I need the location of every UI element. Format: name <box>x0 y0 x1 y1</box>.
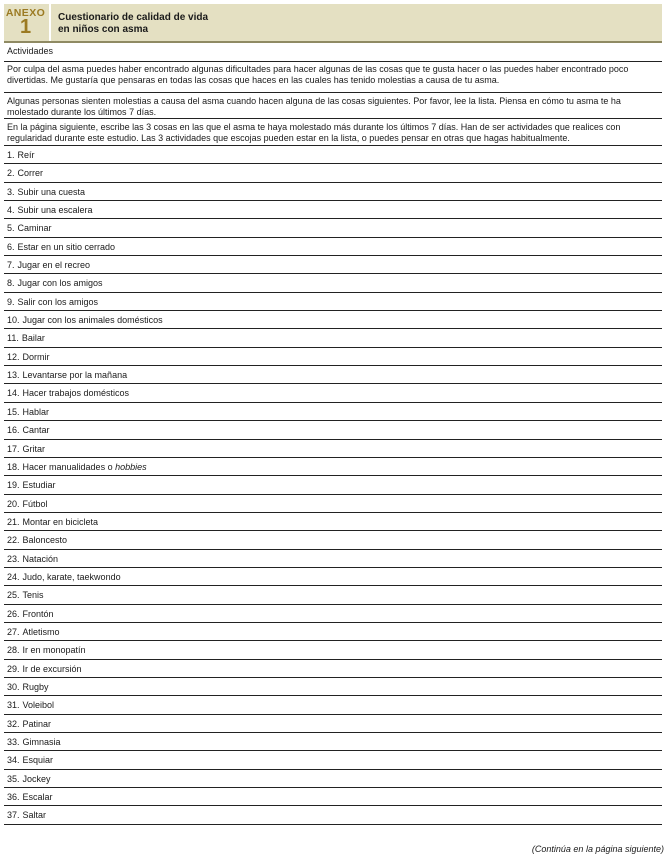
activity-number: 16. <box>7 425 20 436</box>
activity-row <box>4 568 662 586</box>
activity-label: Natación <box>22 553 59 564</box>
annex-badge <box>4 4 47 41</box>
activity-number: 14. <box>7 388 20 399</box>
title-line-1: Cuestionario de calidad de vida <box>58 12 209 23</box>
activity-label: Frontón <box>22 608 54 619</box>
activity-row <box>4 219 662 237</box>
activity-label: Cantar <box>22 425 50 436</box>
annex-number: 1 <box>19 16 32 38</box>
activity-label: Bailar <box>21 333 45 344</box>
activity-row <box>4 164 662 182</box>
activity-row <box>4 751 662 769</box>
activity-label: Gritar <box>22 443 46 454</box>
activity-label: Ir de excursión <box>22 663 82 674</box>
activity-label: Dormir <box>22 351 50 362</box>
activity-number: 25. <box>7 590 20 601</box>
header-divider <box>49 4 51 41</box>
activity-label: Hacer manualidades o <box>22 461 116 472</box>
activity-label: Salir con los amigos <box>17 296 99 307</box>
activity-label: Judo, karate, taekwondo <box>22 571 121 582</box>
activity-number: 31. <box>7 700 20 711</box>
activity-number: 9. <box>7 296 15 307</box>
activity-number: 28. <box>7 645 20 656</box>
activity-label: Esquiar <box>22 755 54 766</box>
activity-number: 34. <box>7 755 20 766</box>
activity-label: Correr <box>17 168 44 179</box>
activity-number: 15. <box>7 406 20 417</box>
annex-header <box>4 4 662 43</box>
activity-label: Jugar con los amigos <box>17 278 103 289</box>
activity-number: 6. <box>7 241 15 252</box>
activity-label: Estudiar <box>22 480 56 491</box>
activity-number: 30. <box>7 681 20 692</box>
activity-label: Jugar con los animales domésticos <box>22 315 163 326</box>
activity-row <box>4 623 662 641</box>
activity-number: 4. <box>7 205 15 216</box>
activity-label: Baloncesto <box>22 535 68 546</box>
activity-number: 36. <box>7 792 20 803</box>
activity-row <box>4 696 662 714</box>
activity-row <box>4 238 662 256</box>
activity-number: 23. <box>7 553 20 564</box>
activity-number: 35. <box>7 773 20 784</box>
activity-row <box>4 329 662 347</box>
activity-number: 32. <box>7 718 20 729</box>
activity-row <box>4 513 662 531</box>
intro-paragraph-3: En la página siguiente, escribe las 3 cosas en las que el asma te haya molestado más durante los últimos 7 días. Han de ser actividades que realices con regularidad durante este estudio. Las 3 actividades que escojas pueden estar en la lista, o puedes pensar en otras que hagas habitualmente. <box>4 119 662 146</box>
activity-label: Estar en un sitio cerrado <box>17 241 116 252</box>
activity-label: Jockey <box>22 773 51 784</box>
activity-label: Fútbol <box>22 498 48 509</box>
activity-number: 22. <box>7 535 20 546</box>
activity-row <box>4 476 662 494</box>
activity-label: Tenis <box>22 590 44 601</box>
activity-number: 26. <box>7 608 20 619</box>
activity-label: Atletismo <box>22 626 60 637</box>
activity-row <box>4 660 662 678</box>
questionnaire-body <box>4 43 662 825</box>
activity-label: Levantarse por la mañana <box>22 370 128 381</box>
activity-label: Voleibol <box>22 700 55 711</box>
activity-row <box>4 183 662 201</box>
activity-number: 5. <box>7 223 15 234</box>
activity-row <box>4 586 662 604</box>
activity-label: Jugar en el recreo <box>17 260 91 271</box>
activity-row <box>4 201 662 219</box>
activity-row <box>4 531 662 549</box>
continuation-note: (Continúa en la página siguiente) <box>531 844 664 854</box>
activity-row <box>4 678 662 696</box>
activity-label: Saltar <box>22 810 47 821</box>
activity-label: Patinar <box>22 718 52 729</box>
activity-row <box>4 641 662 659</box>
activity-row <box>4 733 662 751</box>
section-title: Actividades <box>4 43 662 62</box>
activity-number: 8. <box>7 278 15 289</box>
activity-row <box>4 311 662 329</box>
activity-number: 27. <box>7 626 20 637</box>
activity-number: 10. <box>7 315 20 326</box>
activity-row <box>4 550 662 568</box>
activity-number: 13. <box>7 370 20 381</box>
activity-label: Montar en bicicleta <box>22 516 99 527</box>
activity-row <box>4 293 662 311</box>
activity-label: Hablar <box>22 406 50 417</box>
activity-number: 12. <box>7 351 20 362</box>
activity-label: Gimnasia <box>22 737 61 747</box>
activity-label: Rugby <box>22 681 49 692</box>
activity-number: 18. <box>7 461 20 472</box>
activity-number: 21. <box>7 516 20 527</box>
activity-label: Caminar <box>17 223 52 234</box>
intro-paragraph-1: Por culpa del asma puedes haber encontrado algunas dificultades para hacer algunas de las cosas que te gusta hacer o las puedes haber encontrado poco divertidas. Me gustaría que pensaras en todas las cosas que haces en las cuales has tenido molestias a causa de tu asma. <box>4 62 662 93</box>
annex-label: ANEXO <box>5 7 46 19</box>
activity-number: 3. <box>7 186 15 197</box>
activity-label: Escalar <box>22 792 53 803</box>
activity-row <box>4 256 662 274</box>
activity-row <box>4 146 662 164</box>
activity-row <box>4 366 662 384</box>
title-line-2: en niños con asma <box>58 24 149 35</box>
activity-number: 11. <box>7 333 19 344</box>
activity-number: 29. <box>7 663 20 674</box>
activity-number: 37. <box>7 810 20 821</box>
activity-label: Ir en monopatín <box>22 645 86 656</box>
activity-number: 19. <box>7 480 20 491</box>
activity-row <box>4 458 662 476</box>
activity-label: Subir una escalera <box>17 205 93 216</box>
activity-number: 2. <box>7 168 15 179</box>
activity-row <box>4 384 662 402</box>
activity-row <box>4 274 662 292</box>
activity-number: 17. <box>7 443 20 454</box>
activity-row <box>4 770 662 788</box>
activity-number: 20. <box>7 498 20 509</box>
activity-row <box>4 440 662 458</box>
activity-row <box>4 605 662 623</box>
activity-list <box>4 146 662 825</box>
activity-label-italic: hobbies <box>115 461 147 472</box>
activity-number: 7. <box>7 260 15 271</box>
activity-number: 24. <box>7 571 20 582</box>
activity-row <box>4 788 662 806</box>
activity-row <box>4 495 662 513</box>
page-title <box>58 12 208 36</box>
intro-paragraph-2: Algunas personas sienten molestias a causa del asma cuando hacen alguna de las cosas siguientes. Por favor, lee la lista. Piensa en cómo tu asma te ha molestado durante los últimos 7 días. <box>4 93 662 119</box>
activity-label: Reír <box>17 150 35 160</box>
activity-number: 33. <box>7 737 20 747</box>
activity-row <box>4 806 662 824</box>
activity-number: 1. <box>7 150 15 160</box>
activity-row <box>4 715 662 733</box>
activity-row <box>4 403 662 421</box>
activity-row <box>4 348 662 366</box>
activity-label: Subir una cuesta <box>17 186 86 197</box>
activity-label: Hacer trabajos domésticos <box>22 388 130 399</box>
activity-row <box>4 421 662 439</box>
